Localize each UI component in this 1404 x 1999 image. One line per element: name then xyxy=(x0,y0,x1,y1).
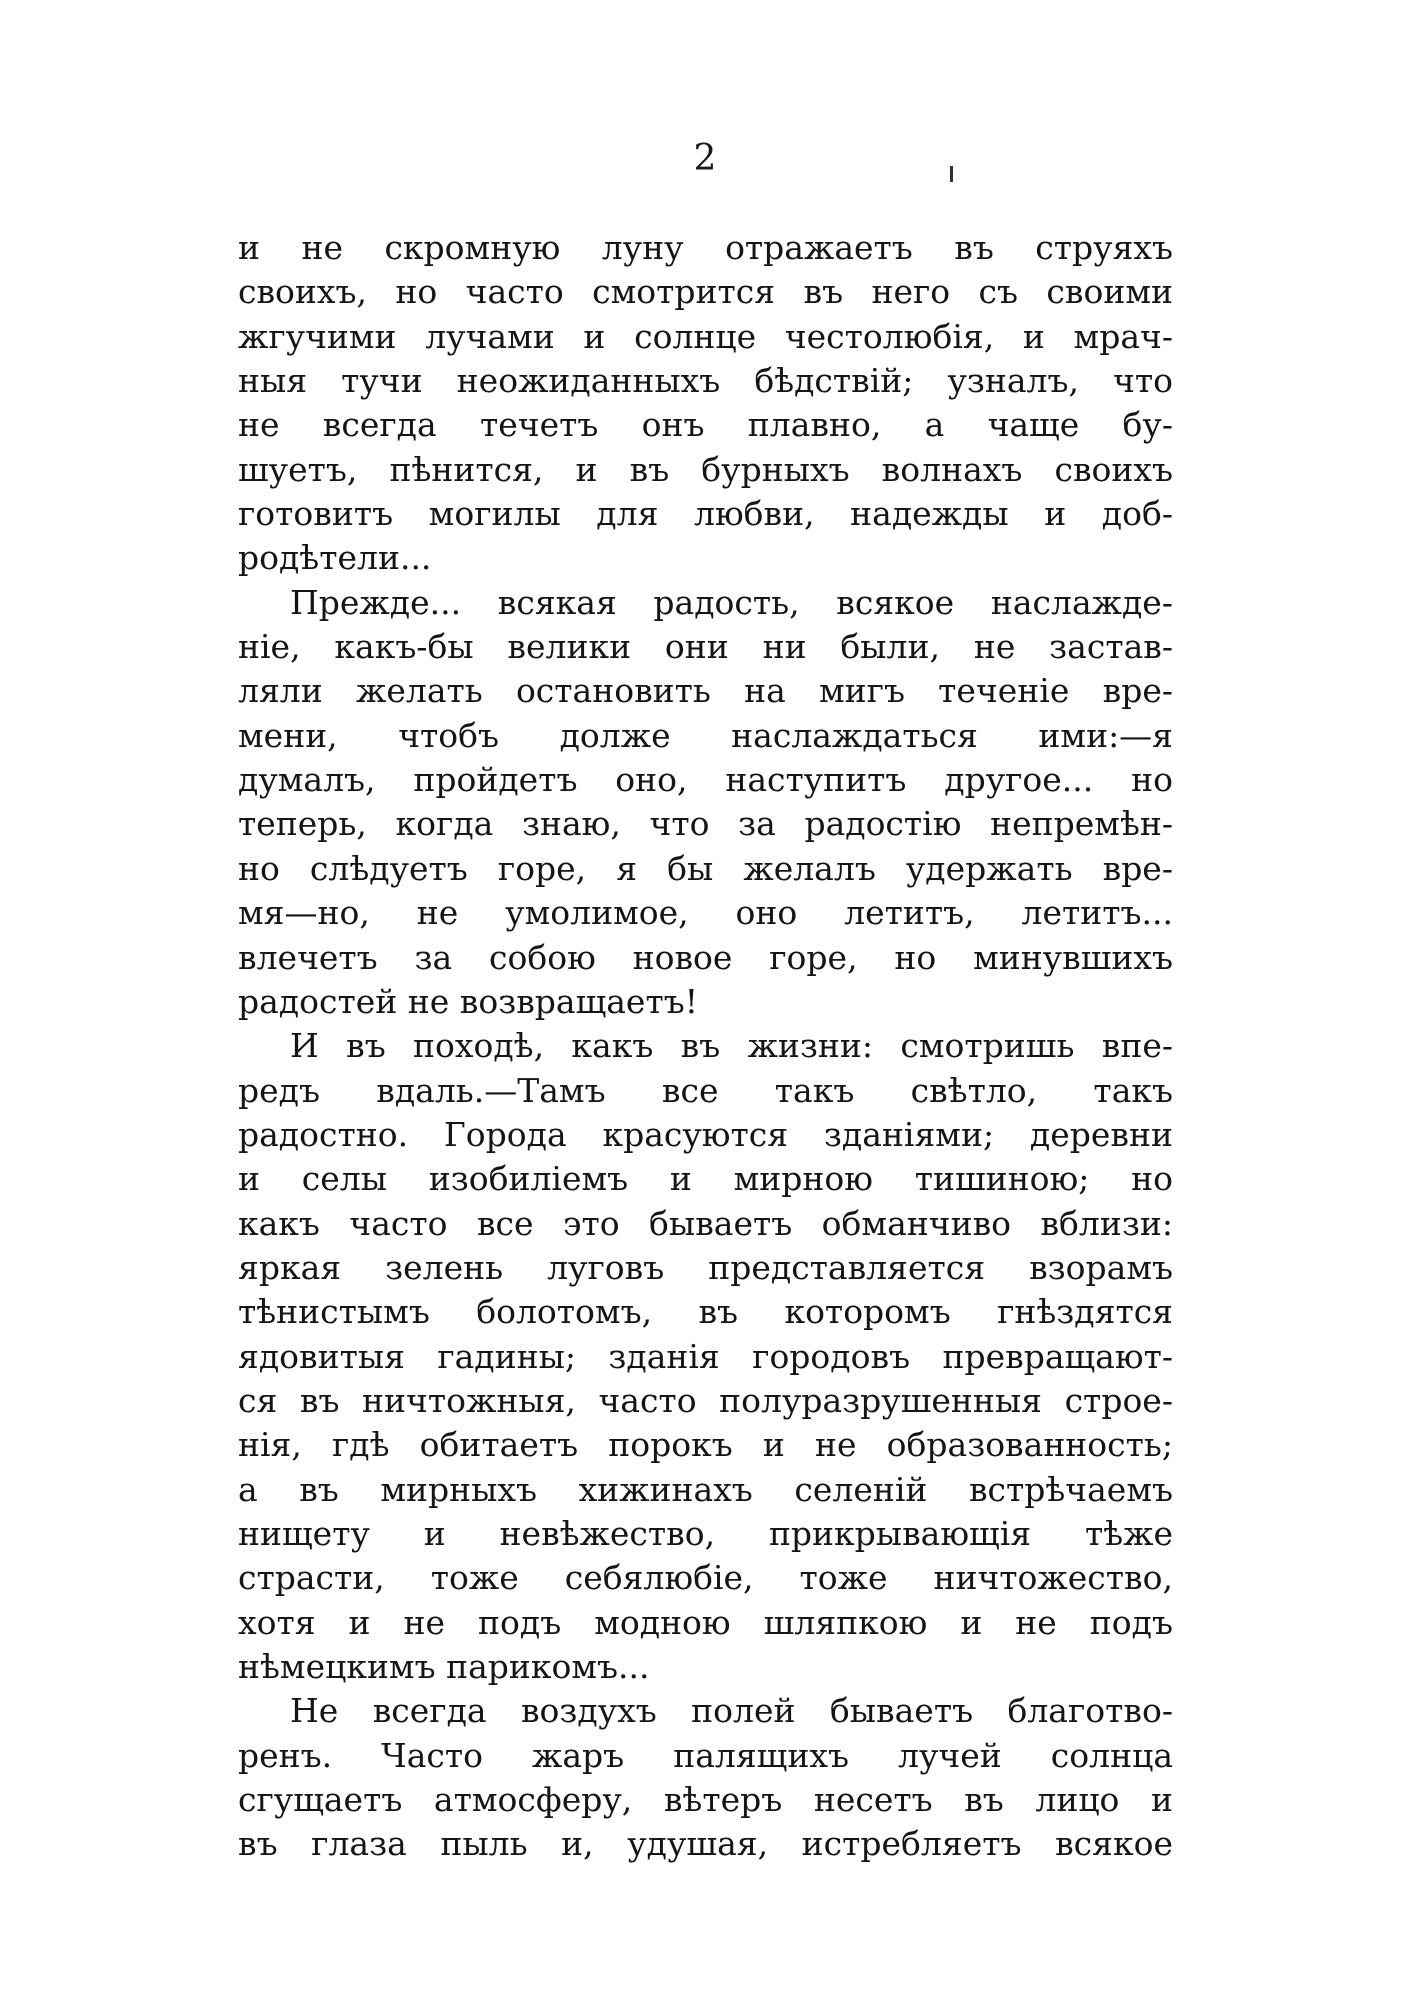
text-line: страсти, тоже себялюбіе, тоже ничтожество, xyxy=(238,1558,1173,1598)
text-line: но слѣдуетъ горе, я бы желалъ удержать вре- xyxy=(238,848,1173,888)
text-line: И въ походѣ, какъ въ жизни: смотришь впе- xyxy=(290,1026,1173,1066)
text-line: хотя и не подъ модною шляпкою и не подъ xyxy=(238,1602,1173,1642)
text-line: Прежде... всякая радость, всякое наслажде- xyxy=(290,582,1173,622)
text-line: жгучими лучами и солнце честолюбія, и мрач- xyxy=(238,316,1173,356)
text-line: мени, чтобъ долже наслаждаться ими:—я xyxy=(238,715,1173,755)
body-text xyxy=(238,226,1173,1867)
text-line: нищету и невѣжество, прикрывающія тѣже xyxy=(238,1513,1173,1553)
text-line: ядовитыя гадины; зданія городовъ превращают- xyxy=(238,1336,1173,1376)
text-line: ныя тучи неожиданныхъ бѣдствій; узналъ, что xyxy=(238,361,1173,401)
text-line: какъ часто все это бываетъ обманчиво вблизи: xyxy=(238,1203,1173,1243)
text-line: радостно. Города красуются зданіями; деревни xyxy=(238,1114,1173,1154)
text-line: своихъ, но часто смотрится въ него съ своими xyxy=(238,272,1173,312)
text-line: нія, гдѣ обитаетъ порокъ и не образованность; xyxy=(238,1425,1173,1465)
text-line: мя—но, не умолимое, оно летитъ, летитъ... xyxy=(238,893,1173,933)
print-speck xyxy=(950,166,953,182)
text-line: въ глаза пыль и, удушая, истребляетъ всякое xyxy=(238,1824,1173,1864)
text-line: радостей не возвращаетъ! xyxy=(238,981,698,1021)
text-line: не всегда течетъ онъ плавно, а чаще бу- xyxy=(238,405,1173,445)
text-line: родѣтели... xyxy=(238,538,432,578)
text-line: и не скромную луну отражаетъ въ струяхъ xyxy=(238,228,1173,267)
text-line: тѣнистымъ болотомъ, въ которомъ гнѣздятся xyxy=(238,1292,1173,1332)
text-line: ніе, какъ-бы велики они ни были, не застав- xyxy=(238,627,1173,667)
text-line: ся въ ничтожныя, часто полуразрушенныя строе- xyxy=(238,1380,1173,1420)
text-line: думалъ, пройдетъ оно, наступитъ другое... но xyxy=(238,760,1173,800)
text-line: влечетъ за собою новое горе, но минувшихъ xyxy=(238,937,1173,977)
text-line: ренъ. Часто жаръ палящихъ лучей солнца xyxy=(238,1735,1173,1775)
text-line: сгущаетъ атмосферу, вѣтеръ несетъ въ лицо и xyxy=(238,1780,1173,1820)
text-line: готовитъ могилы для любви, надежды и доб- xyxy=(238,494,1173,534)
page-number: 2 xyxy=(693,138,717,179)
text-line: ляли желать остановить на мигъ теченіе вре- xyxy=(238,671,1173,711)
text-line: теперь, когда знаю, что за радостію непремѣн- xyxy=(238,804,1173,844)
text-line: а въ мирныхъ хижинахъ селеній встрѣчаемъ xyxy=(238,1469,1173,1509)
text-line: и селы изобиліемъ и мирною тишиною; но xyxy=(238,1159,1173,1199)
text-line: редъ вдаль.—Тамъ все такъ свѣтло, такъ xyxy=(238,1070,1173,1110)
text-line: Не всегда воздухъ полей бываетъ благотво- xyxy=(290,1691,1173,1731)
text-line: нѣмецкимъ парикомъ... xyxy=(238,1647,650,1686)
text-line: яркая зелень луговъ представляется взорамъ xyxy=(238,1247,1173,1287)
text-line: шуетъ, пѣнится, и въ бурныхъ волнахъ своихъ xyxy=(238,449,1173,489)
